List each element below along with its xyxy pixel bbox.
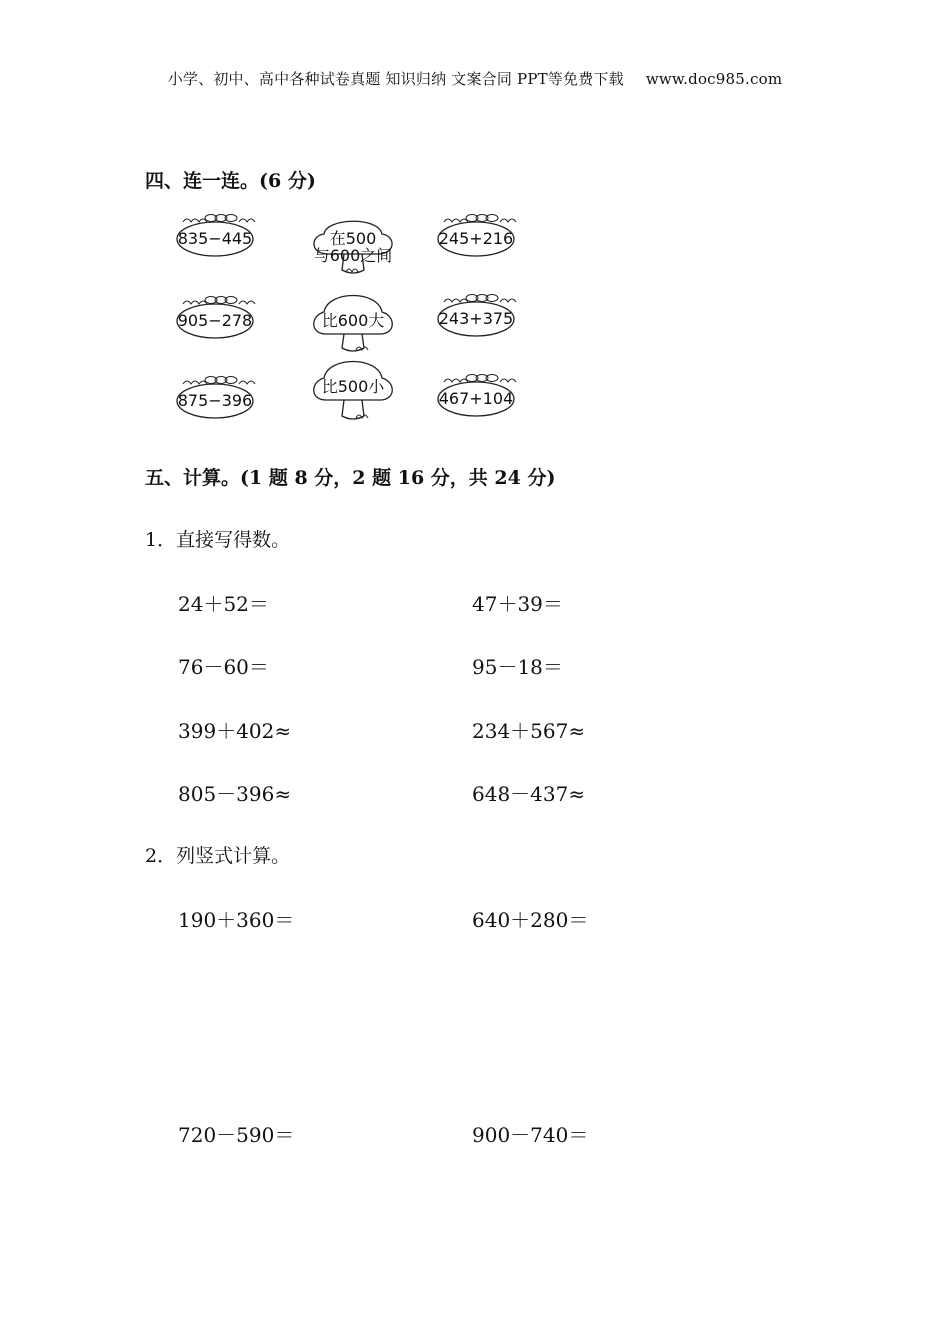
equation: 76－60＝ xyxy=(178,655,269,679)
header-text: 小学、初中、高中各种试卷真题 知识归纳 文案合同 PPT等免费下载 xyxy=(167,70,624,88)
equation: 640＋280＝ xyxy=(472,908,589,932)
right-oval-text: 467+104 xyxy=(438,389,514,408)
section5-title: 五、计算。(1 题 8 分，2 题 16 分，共 24 分) xyxy=(145,467,556,489)
header-site: www.doc985.com xyxy=(645,70,783,88)
equation: 47＋39＝ xyxy=(472,592,563,616)
right-oval-1[interactable] xyxy=(436,212,522,262)
middle-line1: 比600大 xyxy=(321,311,385,330)
equation: 900－740＝ xyxy=(472,1123,589,1147)
equation: 399＋402≈ xyxy=(178,719,292,743)
equation: 720－590＝ xyxy=(178,1123,295,1147)
middle-mushroom-3[interactable] xyxy=(308,354,398,426)
equation: 648－437≈ xyxy=(472,782,586,806)
section4-title: 四、连一连。(6 分) xyxy=(145,170,316,192)
left-oval-2[interactable] xyxy=(175,294,261,344)
middle-line1: 在500 xyxy=(329,229,377,248)
middle-line2: 与600之间 xyxy=(313,246,393,265)
middle-mushroom-1[interactable] xyxy=(308,214,398,286)
right-oval-2[interactable] xyxy=(436,292,522,342)
right-oval-text: 245+216 xyxy=(438,229,514,248)
equation: 190＋360＝ xyxy=(178,908,295,932)
right-oval-3[interactable] xyxy=(436,372,522,422)
q2-label: 2．列竖式计算。 xyxy=(145,845,291,867)
left-oval-text: 875−396 xyxy=(177,391,253,410)
equation: 234＋567≈ xyxy=(472,719,586,743)
equation: 95－18＝ xyxy=(472,655,563,679)
q1-label: 1．直接写得数。 xyxy=(145,529,291,551)
right-oval-text: 243+375 xyxy=(438,309,514,328)
left-oval-1[interactable] xyxy=(175,212,261,262)
middle-line1: 比500小 xyxy=(321,377,385,396)
middle-mushroom-2[interactable] xyxy=(308,288,398,360)
page-header xyxy=(0,68,950,89)
left-oval-text: 835−445 xyxy=(177,229,253,248)
left-oval-text: 905−278 xyxy=(177,311,253,330)
left-oval-3[interactable] xyxy=(175,374,261,424)
equation: 24＋52＝ xyxy=(178,592,269,616)
equation: 805－396≈ xyxy=(178,782,292,806)
